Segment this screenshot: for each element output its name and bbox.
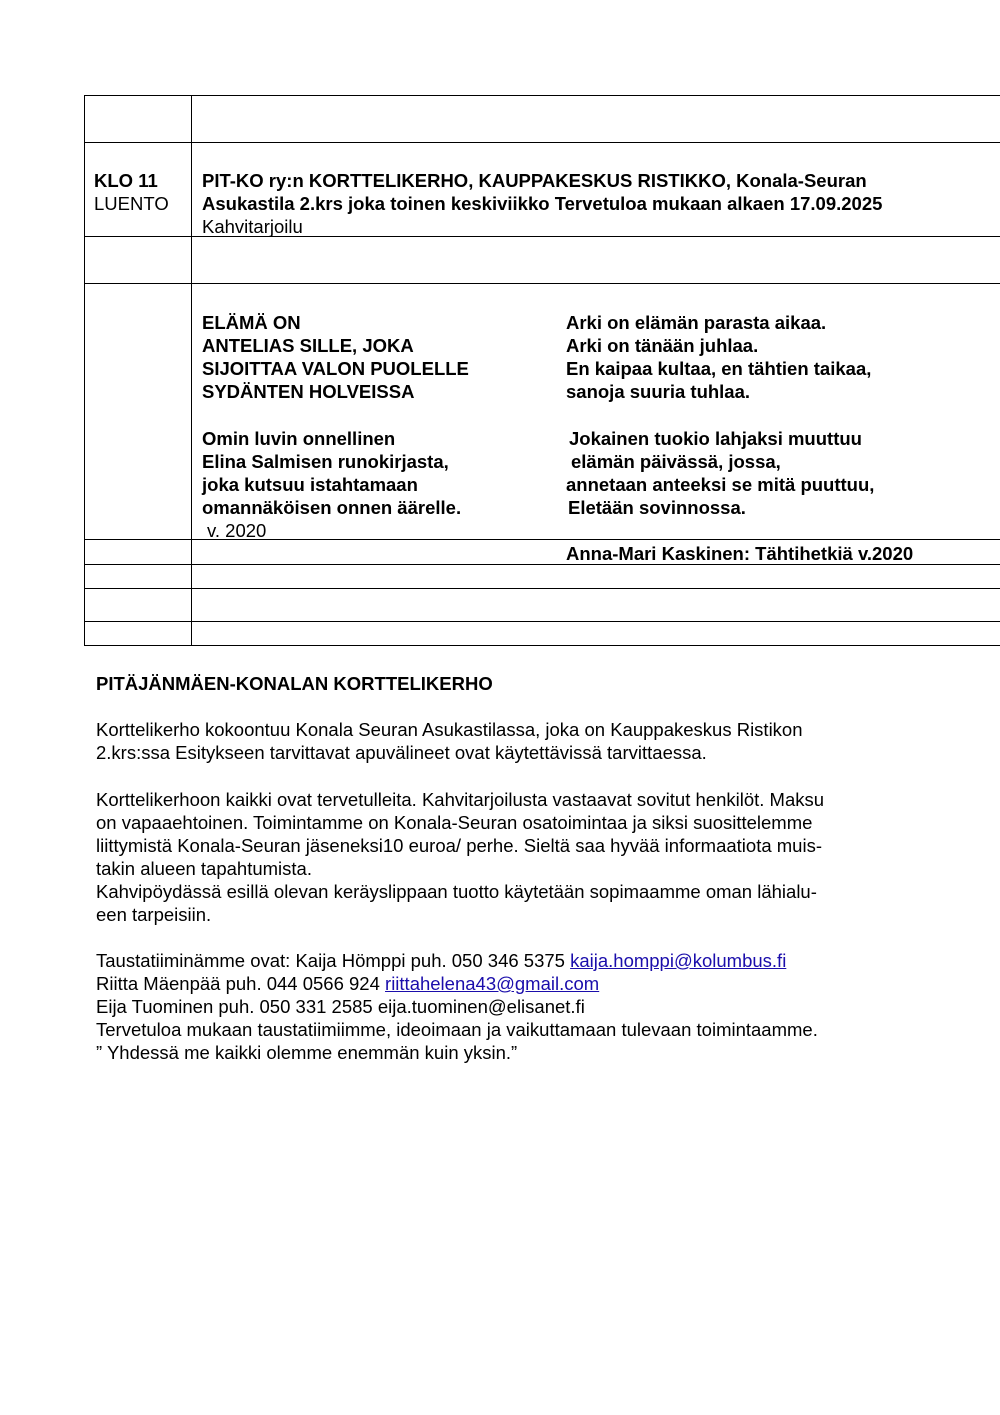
table-rule [84,95,1000,96]
poem-line: elämän päivässä, jossa, [571,451,781,472]
poem-line: Elina Salmisen runokirjasta, [202,451,449,472]
contact-line: Eija Tuominen puh. 050 331 2585 eija.tuominen@elisanet.fi [96,996,585,1017]
paragraph-line: een tarpeisiin. [96,904,212,925]
poem-line: Arki on elämän parasta aikaa. [566,312,827,333]
table-rule [191,95,192,645]
paragraph-line: liittymistä Konala-Seuran jäseneksi10 euroa/ perhe. Sieltä saa hyvää informaatiota muis- [96,835,822,856]
contact-line [96,949,786,972]
contact-text: Riitta Mäenpää puh. 044 0566 924 [96,973,386,994]
quote-line: ” Yhdessä me kaikki olemme enemmän kuin yksin.” [96,1042,518,1063]
email-link-kaija[interactable]: kaija.homppi@kolumbus.fi [570,950,787,971]
table-rule [84,283,1000,284]
poem-line: SYDÄNTEN HOLVEISSA [202,381,415,402]
section-heading: PITÄJÄNMÄEN-KONALAN KORTTELIKERHO [96,673,493,694]
paragraph-line: Korttelikerho kokoontuu Konala Seuran Asukastilassa, joka on Kauppakeskus Ristikon [96,719,803,740]
table-rule [84,645,1000,646]
event-line: Kahvitarjoilu [202,216,303,237]
poem-year: v. 2020 [207,520,267,541]
type-label: LUENTO [94,193,169,214]
poem-line: annetaan anteeksi se mitä puuttuu, [566,474,875,495]
poem-line: ELÄMÄ ON [202,312,301,333]
poem-line: omannäköisen onnen äärelle. [202,497,462,518]
poem-line: Eletään sovinnossa. [568,497,746,518]
table-rule [84,95,85,645]
paragraph-line: Korttelikerhoon kaikki ovat tervetulleita. Kahvitarjoilusta vastaavat sovitut henkilöt. Maksu [96,789,825,810]
event-line: PIT-KO ry:n KORTTELIKERHO, KAUPPAKESKUS RISTIKKO, Konala-Seuran [202,170,867,191]
paragraph-line: takin alueen tapahtumista. [96,858,312,879]
poem-line: Jokainen tuokio lahjaksi muuttuu [569,428,862,449]
table-rule [84,588,1000,589]
contact-line [96,972,599,995]
event-line: Asukastila 2.krs joka toinen keskiviikko Tervetuloa mukaan alkaen 17.09.2025 [202,193,883,214]
time-label: KLO 11 [94,170,158,191]
poem-line: Arki on tänään juhlaa. [566,335,759,356]
poem-line: En kaipaa kultaa, en tähtien taikaa, [566,358,872,379]
poem-line: joka kutsuu istahtamaan [202,474,418,495]
paragraph-line: 2.krs:ssa Esitykseen tarvittavat apuvälineet ovat käytettävissä tarvittaessa. [96,742,707,763]
email-link-riitta[interactable]: riittahelena43@gmail.com [385,973,600,994]
contact-text: Taustatiiminämme ovat: Kaija Hömppi puh. 050 346 5375 [96,950,571,971]
paragraph-line: on vapaaehtoinen. Toimintamme on Konala-Seuran osatoimintaa ja siksi suosittelemme [96,812,813,833]
table-rule [84,142,1000,143]
invite-line: Tervetuloa mukaan taustatiimiimme, ideoimaan ja vaikuttamaan tulevaan toimintaamme. [96,1019,818,1040]
poem-line: ANTELIAS SILLE, JOKA [202,335,414,356]
poem-line: Omin luvin onnellinen [202,428,396,449]
paragraph-line: Kahvipöydässä esillä olevan keräyslippaan tuotto käytetään sopimaamme oman lähialu- [96,881,817,902]
poem-attribution: Anna-Mari Kaskinen: Tähtihetkiä v.2020 [566,543,914,564]
poem-line: sanoja suuria tuhlaa. [566,381,751,402]
table-rule [84,621,1000,622]
poem-line: SIJOITTAA VALON PUOLELLE [202,358,469,379]
